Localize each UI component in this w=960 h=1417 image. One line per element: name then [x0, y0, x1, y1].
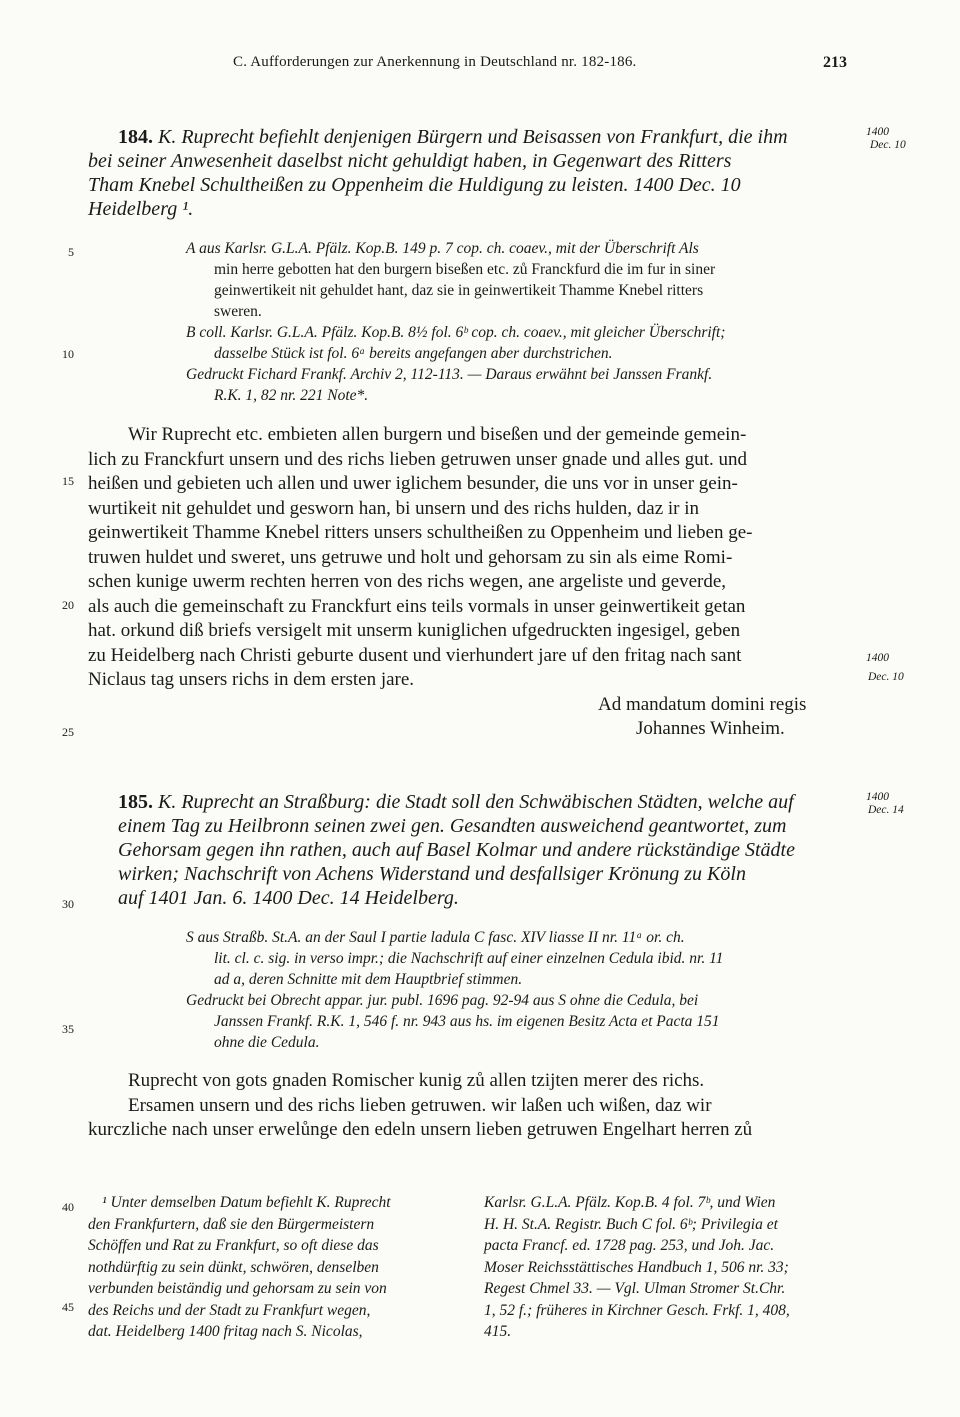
footnote-line: Moser Reichsstättisches Handbuch 1, 506 nr. 33;: [484, 1258, 789, 1276]
footnote-line: verbunden beiständig und gehorsam zu sein von: [88, 1280, 387, 1297]
footnote-line: Karlsr. G.L.A. Pfälz. Kop.B. 4 fol. 7ᵇ, und Wien: [484, 1194, 776, 1211]
text-line: kurczliche nach unser erwelůnge den edeln unsern lieben getruwen Engelhart herren zů: [88, 1119, 753, 1140]
running-header: [88, 54, 868, 78]
line-number: 10: [62, 347, 74, 361]
text-line: geinwertikeit Thamme Knebel ritters unsers schultheißen zu Oppenheim und lieben ge-: [88, 522, 753, 543]
source-line: B coll. Karlsr. G.L.A. Pfälz. Kop.B. 8½ fol. 6ᵇ cop. ch. coaev., mit gleicher Überschrift;: [186, 324, 726, 341]
footnote-line: ¹ Unter demselben Datum befiehlt K. Ruprecht: [102, 1194, 391, 1211]
text-line: schen kunige uwerm rechten herren von des richs wegen, ane argeliste und geverde,: [88, 571, 727, 592]
source-line: dasselbe Stück ist fol. 6ᵃ bereits angefangen aber durchstrichen.: [214, 345, 613, 362]
text-line: Ersamen unsern und des richs lieben getruwen. wir laßen uch wißen, daz wir: [128, 1094, 712, 1116]
text-line: als auch die gemeinschaft zu Franckfurt eins teils vormals in unser geinwertikeit getan: [88, 595, 746, 617]
source-line: R.K. 1, 82 nr. 221 Note*.: [214, 387, 369, 404]
line-number: 25: [62, 725, 74, 739]
sources-185: [186, 927, 866, 1053]
line-number: 45: [62, 1300, 74, 1314]
source-line: S aus Straßb. St.A. an der Saul I partie ladula C fasc. XIV liasse II nr. 11ᵃ or. ch.: [186, 929, 685, 946]
margin-date: [866, 126, 906, 152]
footnote-line: pacta Francf. ed. 1728 pag. 253, und Joh. Jac.: [484, 1237, 775, 1254]
text-line: lich zu Franckfurt unsern und des richs lieben getruwen unser gnade und alles gut. und: [88, 448, 748, 470]
regest-line: Gehorsam gegen ihn rathen, auch auf Basel Kolmar und andere rückständige Städte: [118, 839, 795, 861]
footnote-left: [88, 1192, 468, 1343]
running-title: C. Aufforderungen zur Anerkennung in Deutschland nr. 182-186.: [233, 54, 637, 70]
regest-line: Heidelberg ¹.: [88, 198, 194, 220]
footnote-line: Regest Chmel 33. — Vgl. Ulman Stromer St.Chr.: [484, 1280, 786, 1297]
regest-line: auf 1401 Jan. 6. 1400 Dec. 14 Heidelberg.: [118, 887, 459, 909]
signature-block: [598, 693, 806, 741]
signature-line: Johannes Winheim.: [636, 718, 785, 739]
regest-185: [88, 790, 863, 910]
text-line: zu Heidelberg nach Christi geburte dusent und vierhundert jare uf den fritag nach sant: [88, 644, 742, 666]
text-line: wurtikeit nit gehuldet und gesworn han, bi unsern und des richs hulden, daz ir in: [88, 497, 700, 519]
margin-date-day: Dec. 14: [868, 804, 904, 816]
regest-line: K. Ruprecht an Straßburg: die Stadt soll den Schwäbischen Städten, welche auf: [158, 791, 794, 813]
footnote-line: nothdürftig zu sein dünkt, schwören, denselben: [88, 1258, 379, 1276]
text-line: Niclaus tag unsers richs in dem ersten jare.: [88, 669, 415, 690]
margin-date-year: 1400: [866, 652, 889, 664]
regest-line: Tham Knebel Schultheißen zu Oppenheim die Huldigung zu leisten. 1400 Dec. 10: [88, 174, 741, 196]
text-184: [88, 423, 860, 693]
margin-date-year: 1400: [866, 126, 889, 138]
text-185: [88, 1069, 860, 1143]
source-line: ohne die Cedula.: [214, 1034, 320, 1051]
line-number: 30: [62, 897, 74, 911]
line-number: 20: [62, 598, 74, 612]
footnote-line: H. H. St.A. Registr. Buch C fol. 6ᵇ; Privilegia et: [484, 1215, 778, 1233]
source-line: geinwertikeit nit gehuldet hant, daz sie in geinwertikeit Thamme Knebel ritters: [214, 282, 704, 299]
line-number: 15: [62, 474, 74, 488]
footnote-line: Schöffen und Rat zu Frankfurt, so oft diese das: [88, 1237, 379, 1254]
source-line: Gedruckt Fichard Frankf. Archiv 2, 112-113. — Daraus erwähnt bei Janssen Frankf.: [186, 366, 713, 383]
regest-line: wirken; Nachschrift von Achens Widerstand und desfallsiger Krönung zu Köln: [118, 863, 746, 885]
footnote-line: den Frankfurtern, daß sie den Bürgermeistern: [88, 1215, 375, 1233]
line-number: 5: [68, 245, 74, 259]
signature-line: Ad mandatum domini regis: [598, 694, 807, 715]
margin-date-year: 1400: [866, 791, 889, 803]
regest-line: K. Ruprecht befiehlt denjenigen Bürgern und Beisassen von Frankfurt, die ihm: [158, 126, 788, 148]
source-line: ad a, deren Schnitte mit dem Hauptbrief stimmen.: [214, 971, 523, 988]
text-line: truwen huldet und sweret, uns getruwe und holt und gehorsam zu sin als eime Romi-: [88, 546, 733, 568]
margin-date-day: Dec. 10: [868, 671, 904, 683]
source-line: Janssen Frankf. R.K. 1, 546 f. nr. 943 aus hs. im eigenen Besitz Acta et Pacta 151: [214, 1013, 720, 1030]
margin-date-day: Dec. 10: [870, 139, 906, 151]
regest-line: bei seiner Anwesenheit daselbst nicht gehuldigt haben, in Gegenwart des Ritters: [88, 150, 732, 172]
source-line: sweren.: [214, 303, 262, 320]
source-line: lit. cl. c. sig. in verso impr.; die Nachschrift auf einer einzelnen Cedula ibid. nr. 11: [214, 950, 724, 967]
text-line: heißen und gebieten uch allen und uwer iglichem besunder, die uns vor in unser gein-: [88, 473, 738, 494]
line-number: 35: [62, 1022, 74, 1036]
document-number: 184.: [118, 126, 153, 148]
text-line: hat. orkund diß briefs versigelt mit unserm kuniglichen ufgedruckten ingesigel, geben: [88, 620, 741, 641]
regest-184: [88, 125, 863, 221]
source-line: Gedruckt bei Obrecht appar. jur. publ. 1696 pag. 92-94 aus S ohne die Cedula, bei: [186, 992, 699, 1009]
text-line: Ruprecht von gots gnaden Romischer kunig zů allen tzijten merer des richs.: [128, 1070, 705, 1091]
line-number: 40: [62, 1200, 74, 1214]
footnote-right: [484, 1192, 864, 1343]
footnote-line: 1, 52 f.; früheres in Kirchner Gesch. Frkf. 1, 408,: [484, 1301, 790, 1319]
regest-line: einem Tag zu Heilbronn seinen zwei gen. Gesandten ausweichend geantwortet, zum: [118, 815, 787, 837]
source-line: min herre gebotten hat den burgern biseßen etc. zů Franckfurd die im fur in siner: [214, 261, 716, 278]
sources-184: [186, 238, 866, 406]
footnote-line: des Reichs und der Stadt zu Frankfurt wegen,: [88, 1301, 371, 1319]
text-line: Wir Ruprecht etc. embieten allen burgern und biseßen und der gemeinde gemein-: [128, 424, 747, 445]
footnote-line: dat. Heidelberg 1400 fritag nach S. Nicolas,: [88, 1323, 363, 1340]
margin-date: [866, 791, 904, 817]
page-number: 213: [823, 54, 847, 71]
margin-date: [866, 652, 904, 684]
source-line: A aus Karlsr. G.L.A. Pfälz. Kop.B. 149 p. 7 cop. ch. coaev., mit der Überschrift Als: [186, 240, 699, 257]
document-number: 185.: [118, 791, 153, 813]
footnote-line: 415.: [484, 1323, 512, 1340]
